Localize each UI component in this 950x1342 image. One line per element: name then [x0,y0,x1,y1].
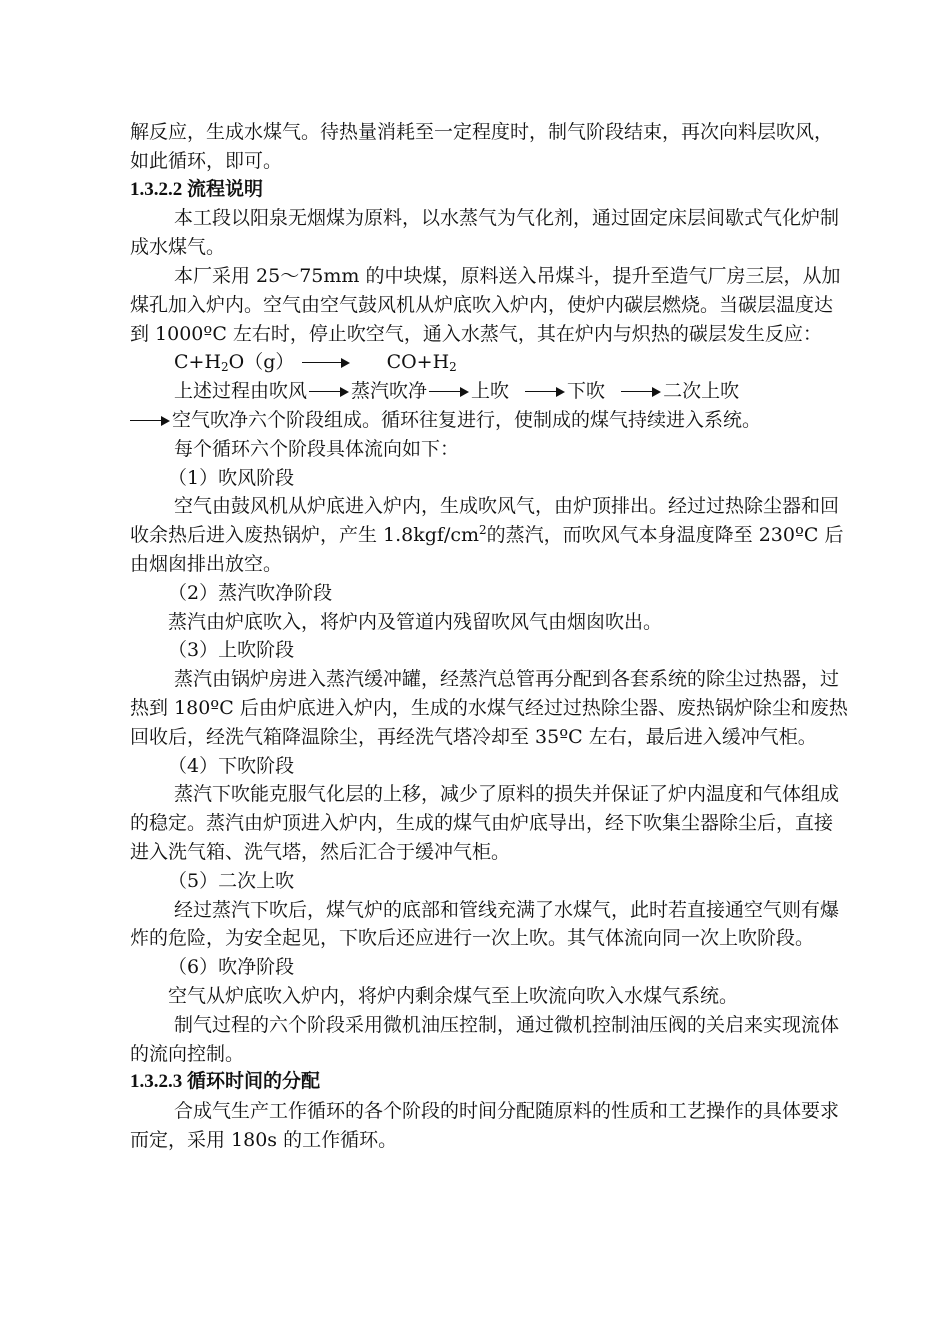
stage-2-title: （2）蒸汽吹净阶段 [168,581,333,604]
paragraph-raw-material: 本工段以阳泉无烟煤为原料，以水蒸气为气化剂，通过固定床层间歇式气化炉制成水煤气。 [130,207,840,259]
reaction-equation [174,348,848,377]
stage-5-title: （5）二次上吹 [168,869,295,892]
sequence-stage-3: 上吹 [471,380,510,403]
stage-2-text: 蒸汽由炉底吹入，将炉内及管道内残留吹风气由烟囱吹出。 [168,610,663,633]
stage-6-title: （6）吹净阶段 [168,956,295,979]
paragraph-cycle-time: 合成气生产工作循环的各个阶段的时间分配随原料的性质和工艺操作的具体要求而定，采用 180s 的工作循环。 [130,1100,840,1151]
equation-right: $CO+H_2$ [386,351,457,375]
stage-3-title: （3）上吹阶段 [168,639,295,662]
sequence-stage-5: 二次上吹 [663,380,740,403]
sequence-arrow-icon [429,387,469,397]
paragraph-process: 本厂采用 25～75mm 的中块煤，原料送入吊煤斗，提升至造气厂房三层，从加煤孔加入炉内。空气由空气鼓风机从炉底吹入炉内，使炉内碳层燃烧。当碳层温度达到 1000ºC 左右时，停止吹空气，通入水蒸气，其在炉内与炽热的碳层发生反应： [130,264,841,345]
paragraph-continuation: 解反应，生成水煤气。待热量消耗至一定程度时，制气阶段结束，再次向料层吹风，如此循环，即可。 [130,121,834,172]
sequence-arrow-icon [621,387,661,397]
section-heading-1-3-2-3: 1.3.2.3 循环时间的分配 [130,1071,321,1093]
sequence-stage-2: 蒸汽吹净 [351,380,428,403]
stage-5-text: 经过蒸汽下吹后，煤气炉的底部和管线充满了水煤气，此时若直接通空气则有爆炸的危险，为安全起见，下吹后还应进行一次上吹。其气体流向同一次上吹阶段。 [130,898,840,950]
sequence-intro: 上述过程由吹风 [174,380,308,403]
paragraph-control: 制气过程的六个阶段采用微机油压控制，通过微机控制油压阀的关启来实现流体的流向控制。 [130,1013,840,1065]
sequence-arrow-icon [309,387,349,397]
sequence-tail: 空气吹净六个阶段组成。循环往复进行，使制成的煤气持续进入系统。 [172,408,762,431]
stage-3-text: 蒸汽由锅炉房进入蒸汽缓冲罐，经蒸汽总管再分配到各套系统的除尘过热器，过热到 180ºC 后由炉底进入炉内，生成的水煤气经过过热除尘器、废热锅炉除尘和废热回收后，经洗气箱降温除尘，再经洗气塔冷却至 35ºC 左右，最后进入缓冲气柜。 [130,668,848,748]
stage-sequence-line-2 [130,406,848,435]
stage-sequence-line-1 [130,377,848,406]
stage-4-text: 蒸汽下吹能克服气化层的上移，减少了原料的损失并保证了炉内温度和气体组成的稳定。蒸汽由炉顶进入炉内，生成的煤气由炉底导出，经下吹集尘器除尘后，直接进入洗气箱、洗气塔，然后汇合于缓冲气柜。 [130,783,840,863]
stage-6-text: 空气从炉底吹入炉内，将炉内剩余煤气至上吹流向吹入水煤气系统。 [168,984,739,1007]
equation-left: $C+H_2O(g)$ [174,351,295,375]
sequence-arrow-icon [525,387,565,397]
stage-1-title: （1）吹风阶段 [168,466,295,489]
section-heading-1-3-2-2: 1.3.2.2 流程说明 [130,178,264,200]
paragraph-each-cycle: 每个循环六个阶段具体流向如下： [174,437,460,460]
sequence-arrow-icon [130,416,170,426]
sequence-stage-4: 下吹 [567,380,606,403]
reaction-arrow-icon [302,358,350,368]
stage-4-title: （4）下吹阶段 [168,754,295,777]
document-page [130,118,848,1155]
stage-1-text: 空气由鼓风机从炉底进入炉内，生成吹风气，由炉顶排出。经过过热除尘器和回收余热后进入废热锅炉，产生 $1.8kgf/cm^2$的蒸汽，而吹风气本身温度降至 230ºC 后由烟囱排出放空。 [130,495,844,575]
